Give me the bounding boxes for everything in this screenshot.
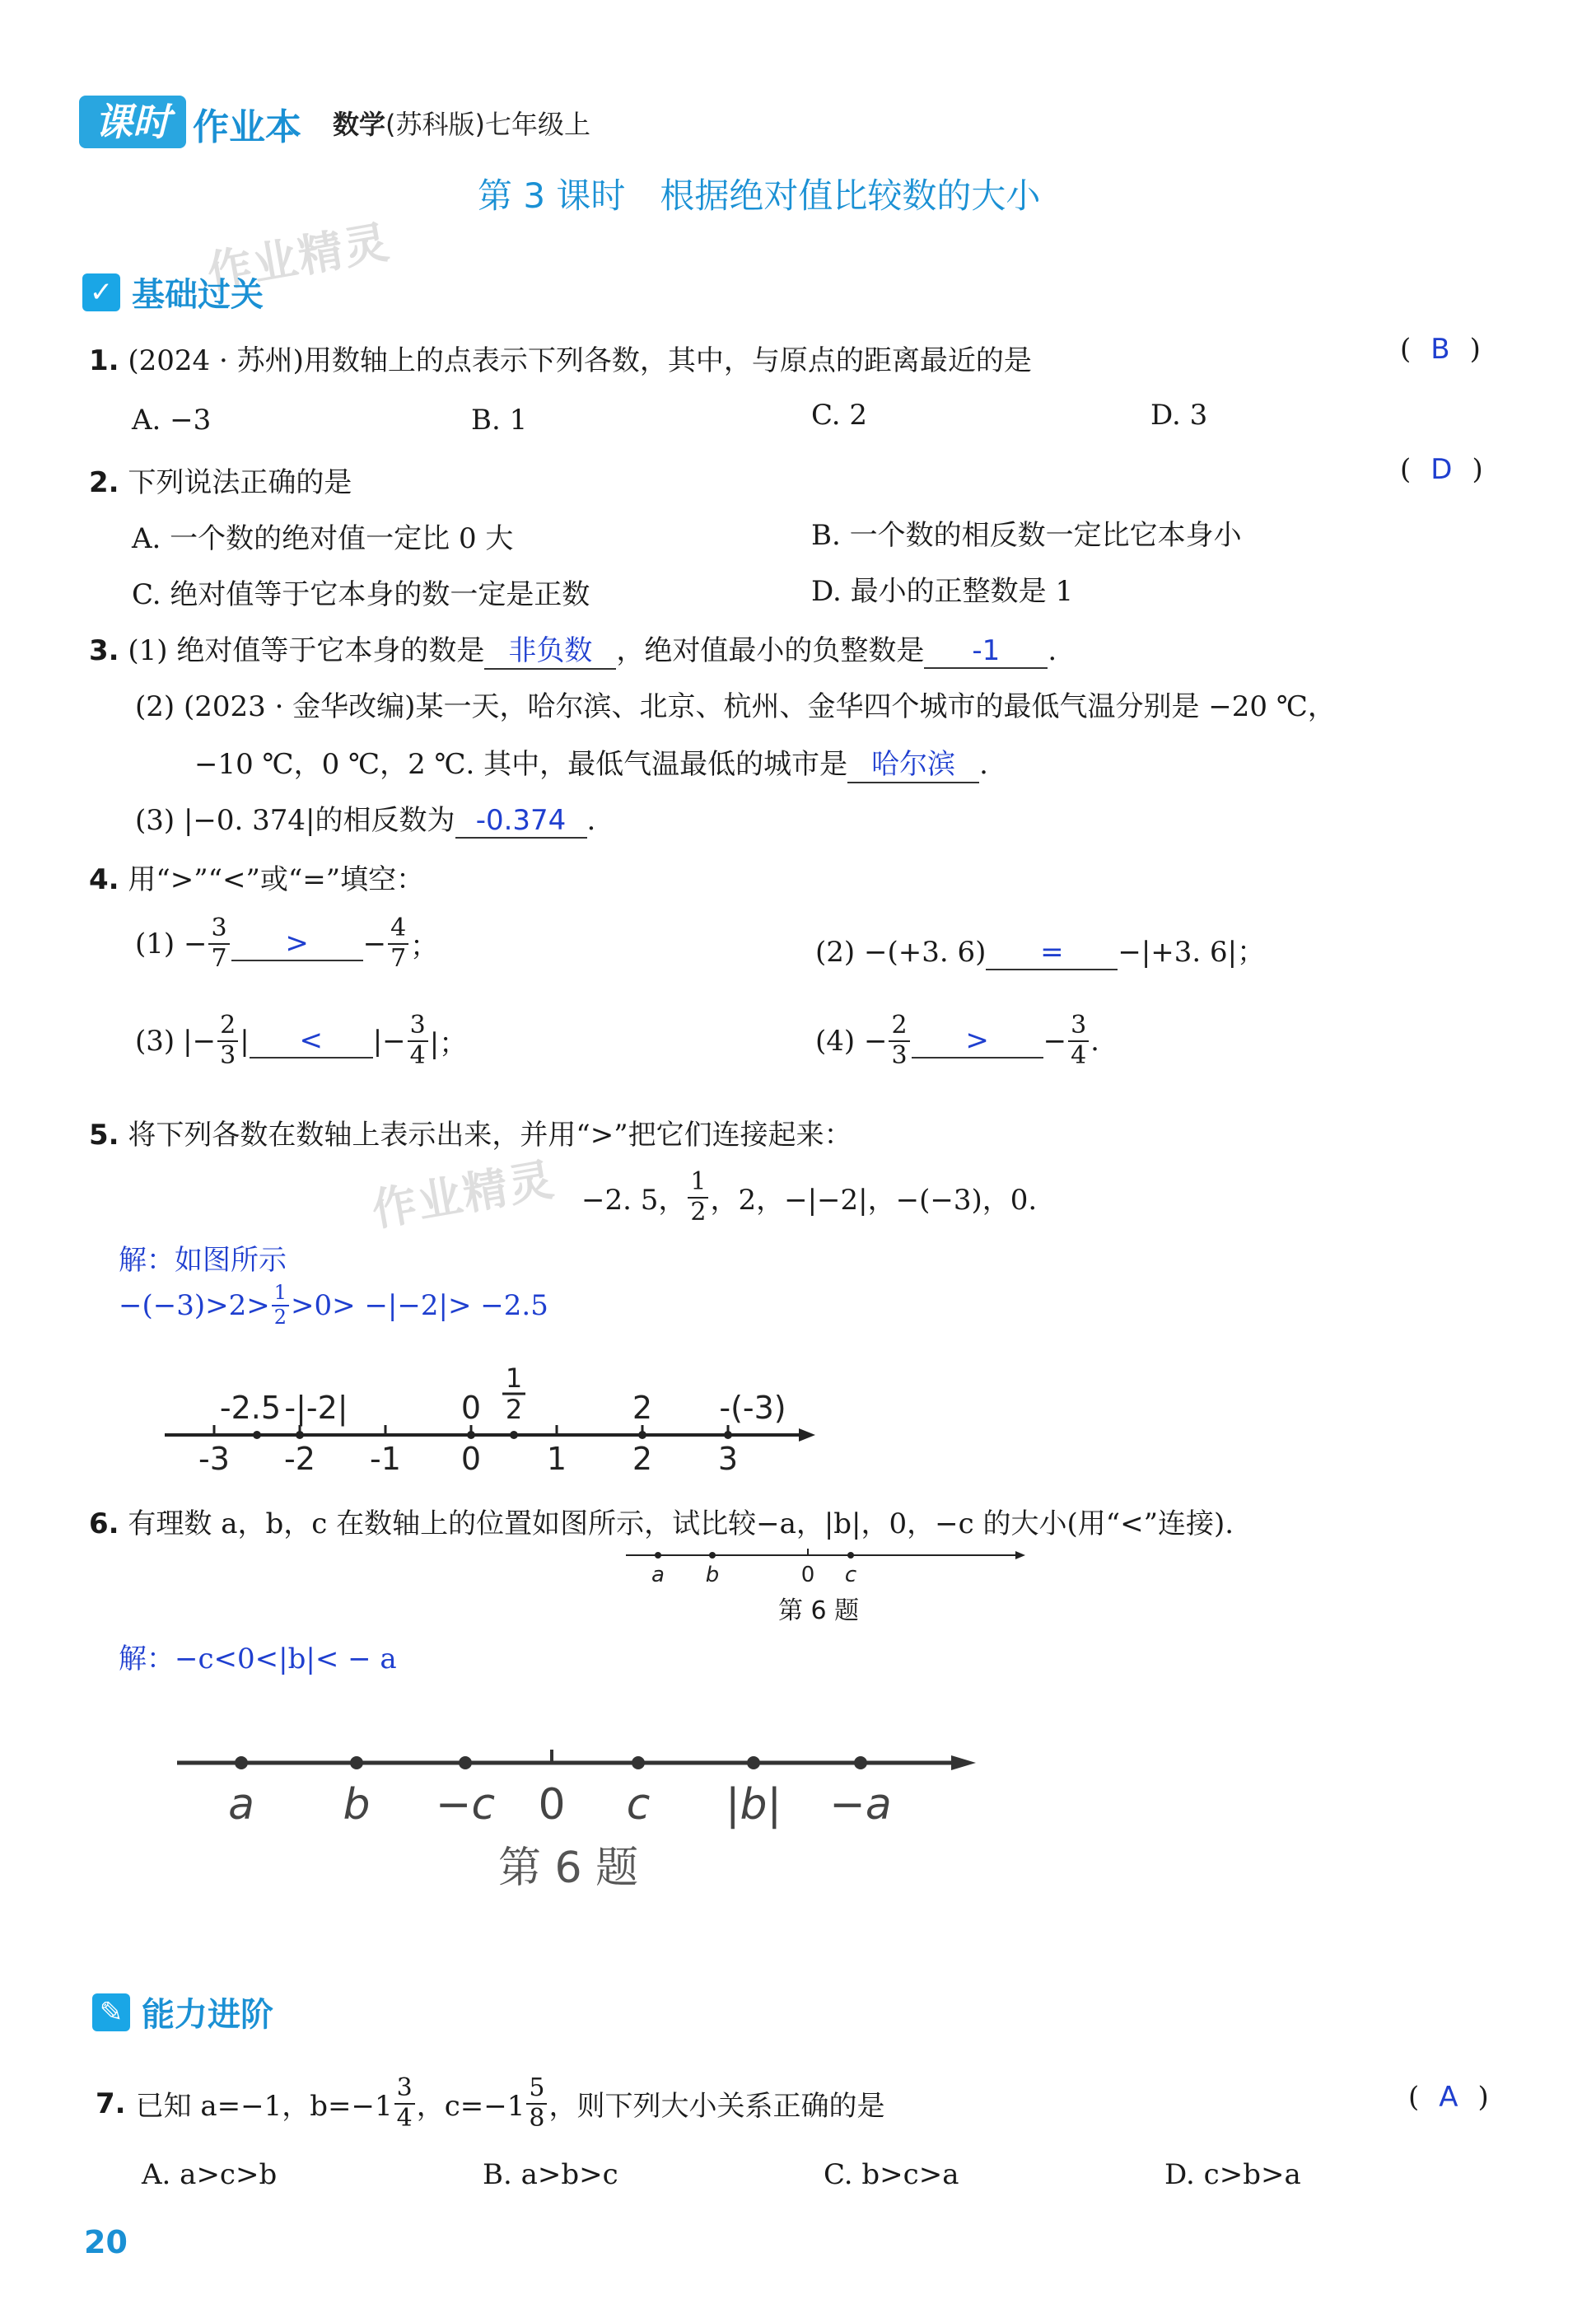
- q1-option-a: A. −3: [132, 404, 212, 437]
- blank-3-4: -0.374: [455, 804, 587, 839]
- q1-option-b: B. 1: [471, 404, 528, 437]
- axis-tick-label: 2: [632, 1441, 653, 1477]
- point-label: -2.5: [219, 1390, 282, 1426]
- number-point: [854, 1756, 867, 1769]
- point-label: 2: [505, 1394, 523, 1425]
- point-label: 0: [538, 1780, 566, 1830]
- question-7: 7. 已知 a=−1，b=−1 $\frac{3}{4}$ ，c=−1 $\frac{5}{8}$ ，则下列大小关系正确的是: [96, 2073, 885, 2133]
- point-label: b: [343, 1780, 371, 1830]
- answer-bracket-7: ( A ): [1408, 2081, 1489, 2114]
- blank-3-1: 非负数: [484, 628, 616, 670]
- axis-arrow: [799, 1428, 815, 1442]
- blank-4-3: <: [250, 1024, 373, 1059]
- page-number: 20: [84, 2224, 128, 2260]
- q7-option-d: D. c>b>a: [1164, 2158, 1301, 2191]
- number-point: [467, 1431, 475, 1439]
- q2-option-d: D. 最小的正整数是 1: [811, 575, 1074, 608]
- q6-solution-figure: [173, 1730, 980, 1928]
- q4-item-2: (2) −(+3. 6) = −|+3. 6|；: [815, 936, 1266, 969]
- blank-4-1: >: [231, 927, 363, 961]
- q7-option-b: B. a>b>c: [483, 2158, 618, 2191]
- point-label: -(-3): [719, 1390, 786, 1426]
- point-label: c: [626, 1780, 651, 1830]
- number-point: [459, 1756, 472, 1769]
- question-1: 1. (2024 · 苏州)用数轴上的点表示下列各数，其中，与原点的距离最近的是: [89, 344, 1032, 377]
- watermark: 作业精灵: [367, 1152, 559, 1236]
- number-point: [350, 1756, 363, 1769]
- axis-tick-label: 0: [460, 1441, 482, 1477]
- question-3-part-1: 3. (1) 绝对值等于它本身的数是 非负数 ，绝对值最小的负整数是 -1 .: [89, 628, 1057, 670]
- point-label: a: [651, 1563, 665, 1587]
- lesson-title: 第 3 课时 根据绝对值比较数的大小: [478, 175, 1041, 216]
- point-label: −c: [435, 1780, 496, 1830]
- number-point: [632, 1756, 645, 1769]
- number-point: [638, 1431, 646, 1439]
- point-label: −a: [829, 1780, 892, 1830]
- q4-item-3: (3) |− $\frac{2}{3}$ | < |− $\frac{3}{4}$ |；: [135, 1011, 468, 1070]
- q5-number-line: [156, 1367, 815, 1491]
- q1-option-c: C. 2: [811, 399, 868, 432]
- series-title: 作业本: [193, 106, 301, 148]
- number-point: [847, 1552, 854, 1559]
- q2-option-b: B. 一个数的相反数一定比它本身小: [811, 519, 1242, 552]
- number-point: [296, 1431, 304, 1439]
- blank-3-3: 哈尔滨: [847, 741, 979, 783]
- axis-tick-label: -3: [198, 1441, 230, 1477]
- number-point: [747, 1756, 760, 1769]
- question-5: 5. 将下列各数在数轴上表示出来，并用“>”把它们连接起来：: [89, 1119, 852, 1152]
- point-label: b: [705, 1563, 720, 1587]
- number-point: [235, 1756, 248, 1769]
- q6-solution-caption: 第 6 题: [498, 1844, 639, 1893]
- axis-tick-label: 3: [717, 1441, 739, 1477]
- number-point: [724, 1431, 732, 1439]
- answer-bracket-1: ( B ): [1400, 333, 1481, 366]
- q5-number-list: −2. 5， $\frac{1}{2}$ ，2，−|−2|，−(−3)，0.: [581, 1167, 1038, 1227]
- blank-4-4: >: [912, 1024, 1043, 1059]
- q2-option-c: C. 绝对值等于它本身的数一定是正数: [132, 578, 590, 611]
- point-label: 2: [632, 1390, 653, 1426]
- number-point: [510, 1431, 518, 1439]
- section-advanced: ✎ 能力进阶: [92, 1989, 273, 2035]
- number-point: [709, 1552, 716, 1559]
- pencil-icon: ✎: [92, 1993, 130, 2031]
- q5-solution-line-1: 解：如图所示: [119, 1244, 287, 1277]
- question-2: 2. 下列说法正确的是: [89, 466, 352, 499]
- point-label: 0: [460, 1390, 482, 1426]
- q6-figure-caption: 第 6 题: [778, 1596, 860, 1625]
- point-label: |b|: [725, 1780, 782, 1830]
- axis-tick-label: 1: [546, 1441, 567, 1477]
- point-label: a: [228, 1780, 254, 1830]
- blank-4-2: =: [986, 936, 1118, 970]
- number-point: [655, 1552, 661, 1559]
- point-label: c: [844, 1563, 857, 1587]
- question-3-part-3: (3) |−0. 374|的相反数为 -0.374 .: [135, 804, 596, 837]
- book-subtitle: 数学(苏科版)七年级上: [333, 109, 590, 140]
- q7-option-c: C. b>c>a: [824, 2158, 959, 2191]
- number-point: [253, 1431, 261, 1439]
- blank-3-2: -1: [924, 634, 1048, 669]
- q7-option-a: A. a>c>b: [142, 2158, 278, 2191]
- q2-option-a: A. 一个数的绝对值一定比 0 大: [132, 522, 514, 555]
- watermark: 作业精灵: [203, 215, 394, 299]
- question-6: 6. 有理数 a，b，c 在数轴上的位置如图所示，试比较−a，|b|，0，−c 的大小(用“<”连接).: [89, 1507, 1234, 1540]
- point-label: 1: [505, 1367, 523, 1394]
- q5-solution-line-2: −(−3)>2> $\frac{1}{2}$ >0> −|−2|> −2.5: [119, 1281, 548, 1329]
- series-logo: 课时: [79, 96, 186, 148]
- q4-item-4: (4) − $\frac{2}{3}$ > − $\frac{3}{4}$ .: [815, 1011, 1099, 1070]
- point-label: 0: [800, 1563, 815, 1587]
- question-3-part-2a: (2) (2023 · 金华改编)某一天，哈尔滨、北京、杭州、金华四个城市的最低气温分别是 −20 ℃，: [135, 690, 1336, 723]
- axis-tick-label: -2: [284, 1441, 315, 1477]
- check-icon: ✓: [82, 273, 120, 311]
- question-3-part-2b: −10 ℃，0 ℃，2 ℃. 其中，最低气温最低的城市是 哈尔滨 .: [194, 741, 988, 783]
- answer-bracket-2: ( D ): [1400, 453, 1483, 486]
- q6-solution: 解：−c<0<|b|< − a: [119, 1643, 397, 1675]
- section-basic: ✓ 基础过关: [82, 269, 264, 315]
- point-label: -|-2|: [284, 1390, 348, 1426]
- axis-tick-label: -1: [370, 1441, 401, 1477]
- q4-item-1: (1) − $\frac{3}{7}$ > − $\frac{4}{7}$ ；: [135, 914, 439, 973]
- question-4: 4. 用“>”“<”或“=”填空：: [89, 863, 425, 896]
- q1-option-d: D. 3: [1150, 399, 1208, 432]
